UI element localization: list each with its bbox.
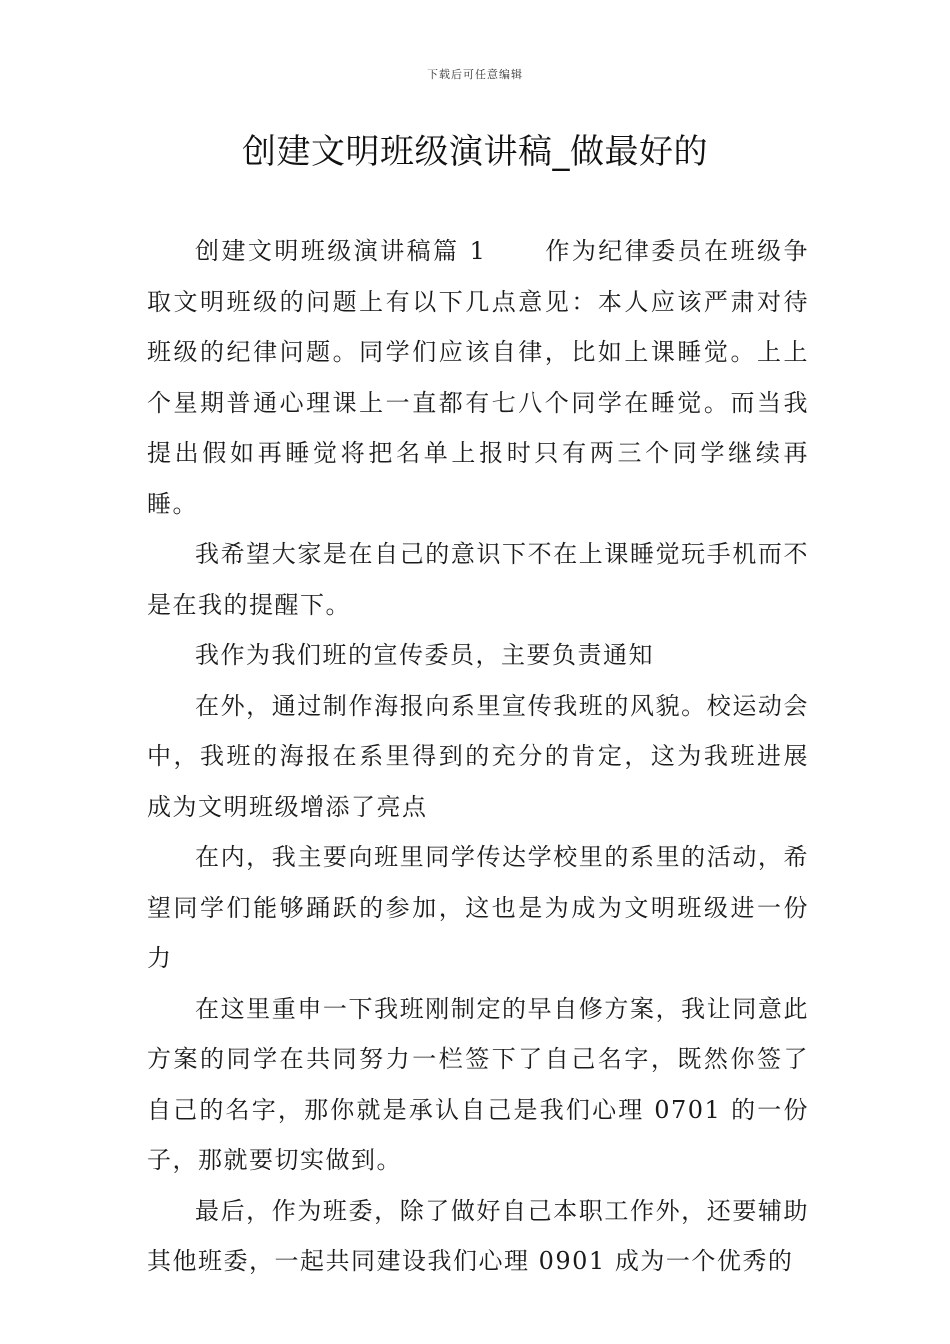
paragraph [147, 226, 809, 529]
paragraph: 我作为我们班的宣传委员，主要负责通知 [195, 641, 654, 669]
document-title: 创建文明班级演讲稿_做最好的 [242, 132, 708, 172]
paragraph: 在内，我主要向班里同学传达学校里的系里的活动，希望同学们能够踊跃的参加，这也是为成为文明班级进一份力 [147, 843, 809, 972]
paragraph: 在外，通过制作海报向系里宣传我班的风貌。校运动会中，我班的海报在系里得到的充分的肯定，这为我班进展成为文明班级增添了亮点 [147, 691, 809, 821]
header-note: 下载后可任意编辑 [427, 68, 523, 81]
paragraph-text: 作为纪律委员在班级争取文明班级的问题上有以下几点意见：本人应该严肃对待班级的纪律问题。同学们应该自律，比如上课睡觉。上上个星期普通心理课上一直都有七八个同学在睡觉。而当我提出假如再睡觉将把名单上报时只有两三个同学继续再睡。 [147, 237, 810, 518]
paragraph-lead: 创建文明班级演讲稿篇 1 [195, 237, 487, 265]
paragraph: 我希望大家是在自己的意识下不在上课睡觉玩手机而不是在我的提醒下。 [147, 540, 809, 619]
paragraph: 最后，作为班委，除了做好自己本职工作外，还要辅助其他班委，一起共同建设我们心理 0901 成为一个优秀的 [147, 1196, 809, 1275]
document-body [147, 226, 809, 1287]
paragraph: 在这里重申一下我班刚制定的早自修方案，我让同意此方案的同学在共同努力一栏签下了自己名字，既然你签了自己的名字，那你就是承认自己是我们心理 0701 的一份子，那就要切实做到。 [147, 994, 809, 1174]
